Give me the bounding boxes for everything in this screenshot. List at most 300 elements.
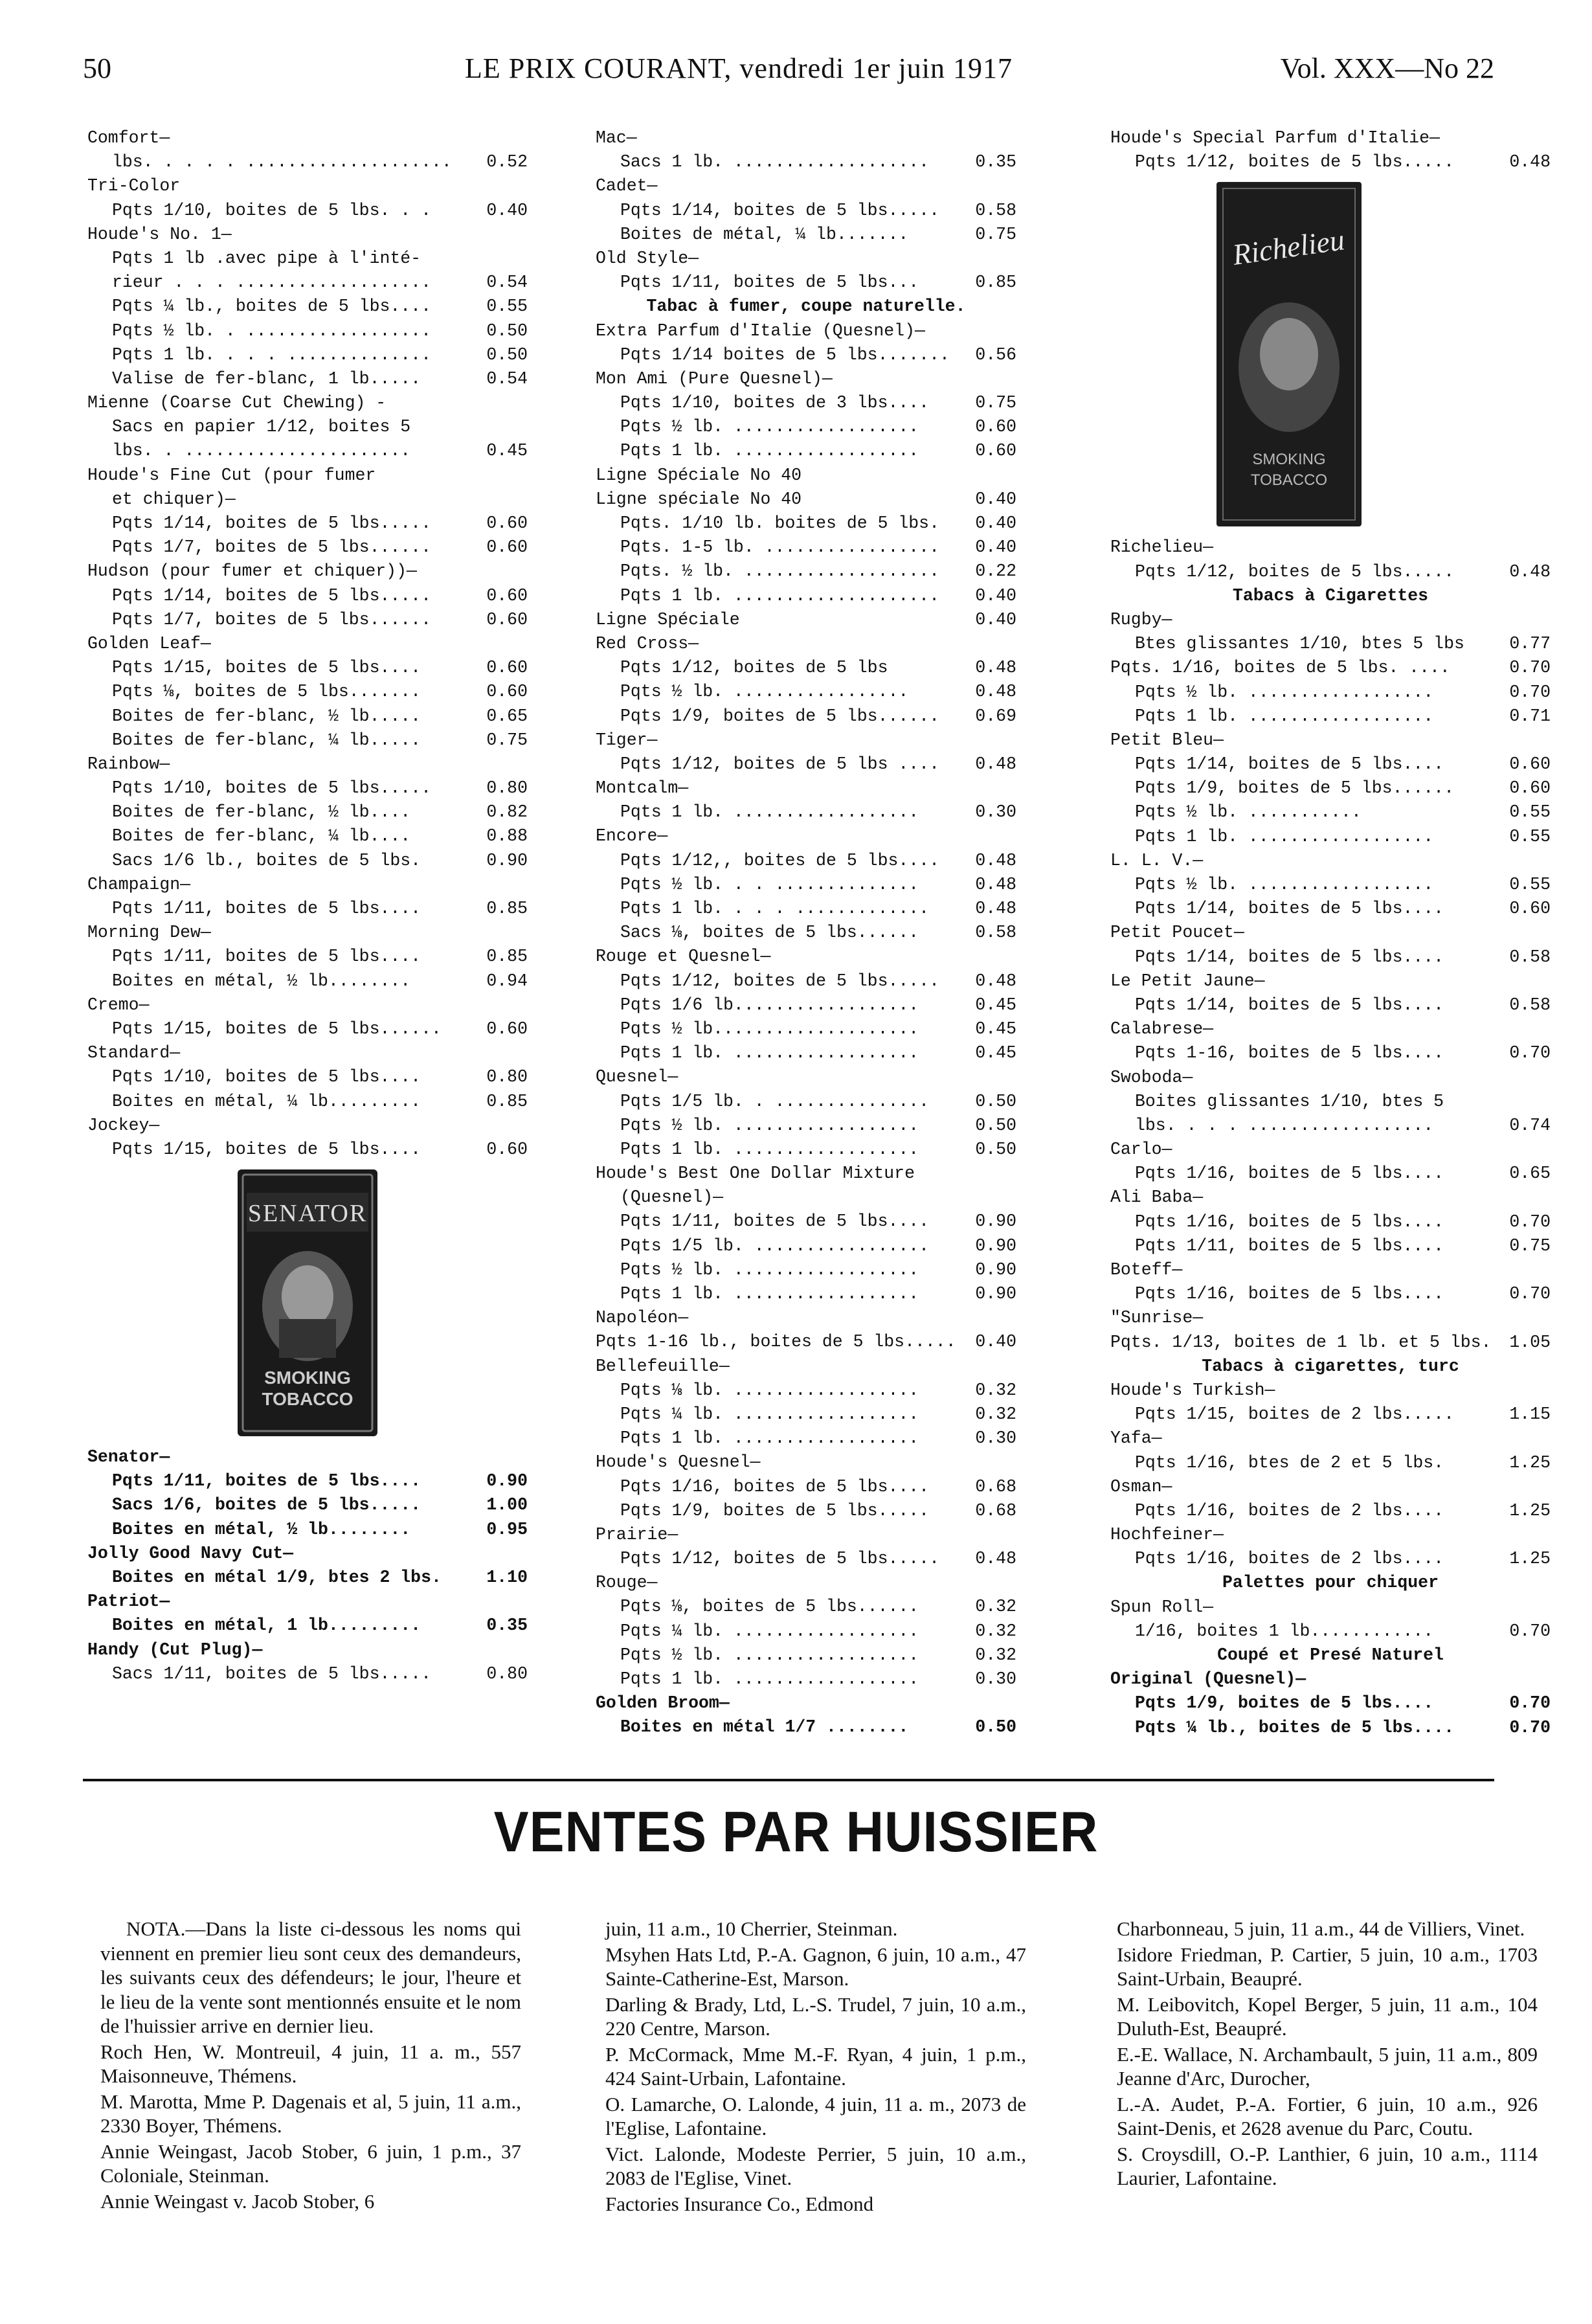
sale-entry: Annie Weingast, Jacob Stober, 6 juin, 1 p.m., 37 Coloniale, Steinman. [100,2139,521,2187]
item-price: 0.70 [1509,1693,1551,1713]
item-description: Pqts ½ lb. .................. [620,1645,919,1665]
item-price [481,247,528,271]
price-row [87,1090,528,1114]
price-row [87,391,528,415]
price-row [596,512,1016,536]
price-row [1110,873,1551,897]
item-description: Pqts ⅛ lb. .................. [620,1380,919,1400]
price-row [87,800,528,824]
price-row [1110,1114,1551,1138]
price-row [596,1355,1016,1379]
item-price [1504,1523,1551,1547]
price-row [1110,150,1551,174]
item-description: Pqts 1/7, boites de 5 lbs...... [112,537,431,558]
item-description: Pqts 1/9, boites de 5 lbs..... [620,1500,930,1520]
price-row [596,1403,1016,1427]
item-price: 0.55 [1509,802,1551,822]
price-list-1-top [87,126,528,1162]
item-price [970,824,1016,848]
item-price: 0.32 [975,1621,1016,1641]
item-description: Pqts ½ lb. ........... [1135,802,1362,822]
item-price: 0.85 [486,947,528,967]
item-description: Rouge— [596,1573,658,1593]
price-row [87,873,528,897]
item-price: 1.05 [1509,1332,1551,1352]
item-description: Pqts. ½ lb. ................... [620,561,939,581]
item-price [481,1542,528,1566]
price-row [596,1282,1016,1306]
price-row [1110,993,1551,1017]
item-description: Ligne Spéciale [596,609,740,629]
price-row [87,415,528,439]
item-price [1504,608,1551,632]
item-description: Comfort— [87,128,170,148]
item-description: Tiger— [596,730,658,750]
item-price: 0.48 [975,1549,1016,1569]
sale-entry: M. Leibovitch, Kopel Berger, 5 juin, 11 a.m., 104 Duluth-Est, Beaupré. [1117,1992,1538,2040]
item-price [1504,1427,1551,1450]
price-row [1110,1596,1551,1619]
item-description: Standard— [87,1043,181,1063]
item-description: 1/16, boites 1 lb............ [1135,1621,1434,1641]
item-price: 0.71 [1509,706,1551,726]
item-price [481,223,528,247]
item-description: Btes glissantes 1/10, btes 5 lbs [1135,634,1464,654]
item-description: Pqts 1 lb .avec pipe à l'inté- [112,248,421,268]
item-description: lbs. . ...................... [112,441,411,461]
price-row [87,1017,528,1041]
item-description: Pqts 1 lb. .................. [620,1428,919,1449]
price-row [1110,897,1551,921]
item-description: Sacs 1/6, boites de 5 lbs..... [112,1495,421,1515]
item-price [1504,1258,1551,1282]
price-row [87,1445,528,1469]
item-description: Original (Quesnel)— [1110,1669,1306,1689]
item-price: 0.60 [1509,754,1551,774]
price-row [87,824,528,848]
item-description: Pqts 1/14, boites de 5 lbs..... [112,513,431,533]
item-price: 0.60 [486,585,528,605]
item-description: Ligne Spéciale No 40 [596,465,802,485]
item-description: Pqts. 1/10 lb. boites de 5 lbs. [620,513,939,533]
price-row [87,295,528,319]
price-row [596,1643,1016,1667]
price-row [596,150,1016,174]
item-description: Pqts 1/9, boites de 5 lbs...... [620,706,939,726]
item-price: 0.48 [975,658,1016,678]
price-row [596,776,1016,800]
sale-entry: Msyhen Hats Ltd, P.-A. Gagnon, 6 juin, 10 a.m., 47 Sainte-Catherine-Est, Marson. [605,1943,1026,1990]
sale-entry: M. Marotta, Mme P. Dagenais et al, 5 juin, 11 a.m., 2330 Boyer, Thémens. [100,2090,521,2137]
item-price [1504,1596,1551,1619]
item-price [1504,921,1551,945]
item-description: (Quesnel)— [620,1188,724,1208]
item-description: Houde's Quesnel— [596,1452,761,1472]
item-description: Pqts ½ lb. . . .............. [620,874,919,894]
sale-entry: E.-E. Wallace, N. Archambault, 5 juin, 11 a.m., 809 Jeanne d'Arc, Durocher, [1117,2042,1538,2090]
item-description: Pqts 1/12, boites de 5 lbs..... [620,1549,939,1569]
price-row [87,849,528,873]
item-description: Tabacs à cigarettes, turc [1202,1356,1459,1376]
price-row [596,921,1016,945]
item-price: 0.90 [975,1212,1016,1232]
item-description: Richelieu— [1110,537,1214,558]
item-description: Pqts ½ lb. ................. [620,682,909,702]
price-row [1110,1258,1551,1282]
item-price: 0.75 [975,393,1016,413]
price-row [1110,560,1551,584]
item-price [970,1691,1016,1715]
volume-number: Vol. XXX—No 22 [1280,52,1494,84]
item-description: Pqts 1/11, boites de 5 lbs.... [620,1212,930,1232]
item-price: 0.60 [975,441,1016,461]
item-price: 0.68 [975,1476,1016,1496]
item-description: Bellefeuille— [596,1356,730,1376]
richelieu-brand-text: Richelieu [1230,223,1347,272]
item-description: Pqts ½ lb.................... [620,1019,919,1039]
item-description: Senator— [87,1447,170,1467]
item-price [1504,728,1551,752]
item-description: Pqts 1/7, boites de 5 lbs...... [112,609,431,629]
item-price [481,632,528,656]
item-price: 0.32 [975,1645,1016,1665]
item-price [481,1638,528,1662]
item-description: Tabac à fumer, coupe naturelle. [646,297,966,317]
item-description: Quesnel— [596,1067,678,1087]
price-list-3-top [1110,126,1551,174]
item-price: 0.55 [1509,875,1551,894]
item-price [970,1186,1016,1210]
sale-entry: juin, 11 a.m., 10 Cherrier, Steinman. [605,1917,898,1940]
price-row [596,1499,1016,1523]
item-description: Pqts 1/15, boites de 2 lbs..... [1135,1405,1454,1425]
price-row [596,439,1016,463]
item-description: Mon Ami (Pure Quesnel)— [596,368,833,389]
price-row [596,126,1016,150]
price-row [87,150,528,174]
item-description: Houde's Special Parfum d'Italie— [1110,128,1440,148]
price-row [87,1614,528,1638]
item-price: 0.45 [486,441,528,461]
item-description: Pqts 1/16, boites de 2 lbs.... [1135,1500,1444,1520]
item-description: Pqts 1/6 lb.................. [620,995,919,1015]
item-price: 0.30 [975,802,1016,822]
price-row [87,1138,528,1162]
item-price: 1.15 [1509,1405,1551,1425]
item-price: 0.80 [486,778,528,798]
item-price: 0.48 [975,899,1016,918]
price-row [87,126,528,150]
item-description: "Sunrise— [1110,1308,1204,1328]
item-price [481,391,528,415]
item-description: Hudson (pour fumer et chiquer))— [87,561,417,581]
item-price [1504,1138,1551,1162]
item-description: Pqts 1/10, boites de 5 lbs..... [112,778,431,798]
price-row [1110,752,1551,776]
item-price: 0.50 [975,1091,1016,1111]
item-price [970,1306,1016,1330]
price-row [1110,681,1551,705]
item-price: 0.70 [1509,1043,1551,1063]
item-description: Encore— [596,826,668,846]
item-price [970,1355,1016,1379]
item-price: 0.68 [975,1500,1016,1520]
sale-entry: L.-A. Audet, P.-A. Fortier, 6 juin, 10 a.m., 926 Saint-Denis, et 2628 avenue du Parc, Coutu. [1117,2092,1538,2139]
item-price: 0.60 [1509,778,1551,798]
item-description: Houde's Best One Dollar Mixture [596,1164,915,1184]
item-price: 0.48 [975,874,1016,894]
price-row [596,367,1016,391]
item-price: 0.50 [975,1717,1016,1737]
price-row [596,1065,1016,1089]
item-description: Red Cross— [596,633,699,653]
section-banner: VENTES PAR HUISSIER [493,1799,1099,1864]
price-row [87,367,528,391]
item-description: Pqts 1/11, boites de 5 lbs.... [112,947,421,967]
item-price: 0.70 [1509,1621,1551,1641]
price-row [596,656,1016,680]
item-description: Sacs 1 lb. ................... [620,152,930,172]
item-price: 0.48 [975,971,1016,991]
item-price: 0.48 [975,850,1016,870]
item-price: 0.22 [975,561,1016,581]
item-description: Pqts 1/14, boites de 5 lbs.... [1135,947,1444,967]
item-price: 0.80 [486,1067,528,1087]
price-row [596,897,1016,921]
item-description: Boites de fer-blanc, ¼ lb..... [112,730,421,750]
price-row [1110,1643,1551,1667]
item-description: Pqts 1 lb. .................. [620,1139,919,1159]
price-row [87,174,528,198]
item-description: Houde's Fine Cut (pour fumer [87,465,376,485]
item-price: 0.75 [975,224,1016,244]
item-description: Pqts 1/14 boites de 5 lbs....... [620,344,950,365]
item-description: Boites de fer-blanc, ½ lb..... [112,706,421,726]
item-description: Boites glissantes 1/10, btes 5 [1135,1091,1444,1111]
item-description: Pqts. 1/16, boites de 5 lbs. .... [1110,658,1450,678]
item-description: Extra Parfum d'Italie (Quesnel)— [596,321,925,341]
item-price [481,559,528,583]
item-price [970,776,1016,800]
price-row [1110,1691,1551,1715]
price-row [596,1162,1016,1186]
item-price: 0.56 [975,344,1016,365]
item-description: Boites en métal, ½ lb........ [112,1519,411,1539]
item-price: 0.32 [975,1380,1016,1400]
item-price: 0.65 [486,706,528,726]
price-row [1110,1475,1551,1499]
price-row [87,1542,528,1566]
price-row [596,415,1016,439]
price-row [87,993,528,1017]
item-price [481,1445,528,1469]
price-row [87,1638,528,1662]
item-price: 0.70 [1509,682,1551,702]
item-price: 0.60 [486,537,528,558]
price-row [87,776,528,800]
item-description: Pqts 1/16, boites de 5 lbs.... [620,1476,930,1496]
item-price [970,1571,1016,1595]
price-row [596,1595,1016,1619]
price-row [1110,945,1551,969]
price-row [596,464,1016,488]
price-row [596,488,1016,512]
item-price: 0.94 [486,971,528,991]
price-row [1110,1379,1551,1403]
price-row [596,559,1016,583]
item-price [970,1523,1016,1547]
price-row [596,1330,1016,1354]
price-row [596,1427,1016,1450]
price-row [1110,1041,1551,1065]
price-row [1110,969,1551,993]
item-price [970,945,1016,969]
item-price: 0.60 [486,1019,528,1039]
price-row [1110,1403,1551,1427]
price-row [87,680,528,704]
item-description: Cremo— [87,995,150,1015]
price-row [1110,921,1551,945]
senator-tin-icon [234,1167,381,1439]
price-row [1110,1547,1551,1571]
item-price [970,319,1016,343]
price-row [1110,1306,1551,1330]
price-row [1110,584,1551,608]
item-description: lbs. . . . .................. [1135,1115,1434,1135]
price-row [87,512,528,536]
item-description: Napoléon— [596,1308,689,1328]
item-description: Pqts 1 lb. .................. [1135,706,1434,726]
price-row [596,1619,1016,1643]
price-row [596,1017,1016,1041]
item-description: Pqts 1/15, boites de 5 lbs.... [112,1139,421,1159]
price-row [596,1450,1016,1474]
item-description: L. L. V.— [1110,850,1204,870]
richelieu-pack-icon [1214,179,1364,529]
item-price: 0.50 [975,1139,1016,1159]
item-description: Pqts 1/10, boites de 5 lbs.... [112,1067,421,1087]
price-row [87,1518,528,1542]
price-row [596,1210,1016,1234]
item-price: 0.35 [486,1616,528,1636]
item-description: Petit Bleu— [1110,730,1224,750]
item-description: Pqts 1 lb. .................. [1135,826,1434,846]
price-row [1110,1499,1551,1523]
item-price: 0.74 [1509,1115,1551,1135]
item-description: Pqts ¼ lb. .................. [620,1404,919,1424]
price-row [1110,1619,1551,1643]
price-row [1110,1355,1551,1379]
item-description: Pqts 1/16, boites de 5 lbs.... [1135,1284,1444,1304]
price-row [596,1691,1016,1715]
price-row [1110,632,1551,656]
price-row [596,1041,1016,1065]
item-price: 0.60 [486,682,528,702]
page-number: 50 [83,52,111,84]
item-description: Pqts 1 lb. .................. [620,1669,919,1689]
sale-entry: Darling & Brady, Ltd, L.-S. Trudel, 7 juin, 10 a.m., 220 Centre, Marson. [605,1992,1026,2040]
item-price: 0.60 [1509,899,1551,919]
item-price: 0.85 [486,899,528,918]
price-row [1110,536,1551,559]
item-price [1504,1379,1551,1403]
item-description: Pqts 1/5 lb. ................. [620,1235,930,1256]
item-description: Pqts 1/12, boites de 5 lbs .... [620,754,939,774]
price-row [87,1590,528,1614]
price-row [596,1090,1016,1114]
price-row [87,656,528,680]
price-row [1110,1667,1551,1691]
price-row [1110,776,1551,800]
price-row [1110,1427,1551,1450]
item-price: 0.55 [486,297,528,317]
item-description: Morning Dew— [87,923,211,943]
item-description: Pqts 1/11, boites de 5 lbs.... [1135,1235,1444,1256]
price-row [87,439,528,463]
price-row [87,1566,528,1590]
price-row [87,1469,528,1493]
item-description: Osman— [1110,1476,1172,1496]
item-description: Boteff— [1110,1260,1183,1280]
item-price: 0.70 [1509,1284,1551,1304]
item-description: Houde's Turkish— [1110,1380,1275,1400]
item-price [481,464,528,488]
item-description: Pqts 1/9, boites de 5 lbs...... [1135,778,1454,798]
price-row [596,608,1016,632]
price-row [1110,1716,1551,1740]
sale-entry: NOTA.—Dans la liste ci-dessous les noms qui viennent en premier lieu sont ceux des demandeurs, les suivants ceux des défendeurs; le jour, l'heure et le lieu de la vente sont mentionnés ensuite et le nom de l'huissier arrive en dernier lieu. [100,1917,521,2037]
item-price: 0.30 [975,1669,1016,1689]
sale-entry: Annie Weingast v. Jacob Stober, 6 [100,2189,375,2213]
item-price: 0.60 [486,609,528,629]
item-price: 0.30 [975,1428,1016,1449]
sales-column-1 [100,1917,521,2215]
item-price: 0.70 [1509,1717,1551,1737]
item-description: Pqts 1/14, boites de 5 lbs..... [112,585,431,605]
item-description: Montcalm— [596,778,689,798]
item-description: Golden Broom— [596,1693,730,1713]
item-price [970,1162,1016,1186]
price-row [1110,1331,1551,1355]
sale-entry: Vict. Lalonde, Modeste Perrier, 5 juin, 10 a.m., 2083 de l'Eglise, Vinet. [605,2142,1026,2189]
item-description: Old Style— [596,248,699,268]
item-price [481,174,528,198]
price-row [1110,1090,1551,1114]
price-row [596,391,1016,415]
item-price: 0.45 [975,995,1016,1015]
item-price [1504,1475,1551,1499]
item-description: Tabacs à Cigarettes [1232,585,1429,605]
item-price [481,993,528,1017]
item-description: Pqts 1/11, boites de 5 lbs.... [112,899,421,918]
price-row [1110,1186,1551,1210]
item-description: Pqts 1/15, boites de 5 lbs...... [112,1019,442,1039]
price-row [596,1667,1016,1691]
item-description: Prairie— [596,1524,678,1544]
price-row [87,632,528,656]
item-price: 0.58 [975,923,1016,943]
item-description: Sacs 1/6 lb., boites de 5 lbs. [112,850,421,870]
price-row [87,271,528,295]
item-description: Pqts 1/14, boites de 5 lbs.... [1135,899,1444,919]
item-description: Pqts 1/12,, boites de 5 lbs.... [620,850,939,870]
item-description: Handy (Cut Plug)— [87,1640,263,1660]
item-price: 0.58 [1509,995,1551,1015]
price-row [1110,1234,1551,1258]
senator-package-image [87,1167,528,1439]
item-price: 0.40 [486,200,528,220]
item-description: Ali Baba— [1110,1188,1204,1208]
